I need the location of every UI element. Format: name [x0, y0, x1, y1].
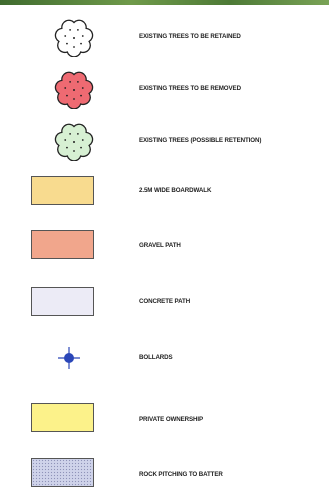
tree-canopy-dot: [77, 133, 79, 135]
tree-canopy-dot: [80, 43, 82, 45]
legend-label-trees-retained: EXISTING TREES TO BE RETAINED: [139, 33, 241, 40]
tree-canopy-dot: [82, 139, 84, 141]
legend-row-bollards: [0, 344, 329, 372]
tree-canopy-dot: [73, 46, 75, 48]
tree-canopy-dot: [80, 147, 82, 149]
legend-row-trees-retained: [0, 18, 329, 58]
legend-row-trees-possible-retention: [0, 122, 329, 162]
tree-canopy-dot: [69, 133, 71, 135]
tree-canopy-dot: [66, 147, 68, 149]
gravel-path-swatch: [31, 230, 94, 259]
legend-label-trees-removed: EXISTING TREES TO BE REMOVED: [139, 85, 241, 92]
tree-retained-icon: [53, 19, 95, 57]
tree-trunk-dot: [73, 141, 75, 143]
tree-canopy-dot: [64, 87, 66, 89]
bollard-icon: [57, 346, 81, 370]
concrete-path-swatch: [31, 287, 94, 316]
tree-canopy-dot: [69, 29, 71, 31]
tree-possible-retention-icon: [53, 123, 95, 161]
boardwalk-swatch: [31, 176, 94, 205]
tree-trunk-dot: [73, 89, 75, 91]
tree-canopy-dot: [80, 95, 82, 97]
tree-canopy-dot: [82, 35, 84, 37]
legend-row-boardwalk: [0, 174, 329, 210]
tree-canopy-dot: [64, 139, 66, 141]
legend-label-rock-pitching: ROCK PITCHING TO BATTER: [139, 471, 223, 478]
tree-removed-icon: [53, 71, 95, 109]
legend-label-gravel-path: GRAVEL PATH: [139, 242, 181, 249]
private-ownership-swatch: [31, 403, 94, 432]
legend-row-gravel-path: [0, 228, 329, 264]
tree-canopy-dot: [66, 43, 68, 45]
tree-canopy-dot: [73, 150, 75, 152]
tree-canopy-dot: [66, 95, 68, 97]
tree-canopy-dot: [73, 98, 75, 100]
legend-row-trees-removed: [0, 70, 329, 110]
legend-row-rock-pitching: [0, 456, 329, 490]
bollard-dot: [64, 353, 74, 363]
legend-label-bollards: BOLLARDS: [139, 354, 173, 361]
legend-label-private-ownership: PRIVATE OWNERSHIP: [139, 416, 204, 423]
legend-label-trees-possible-retention: EXISTING TREES (POSSIBLE RETENTION): [139, 137, 262, 144]
legend-row-private-ownership: [0, 401, 329, 437]
tree-canopy-dot: [64, 35, 66, 37]
tree-canopy-dot: [77, 29, 79, 31]
legend-label-concrete-path: CONCRETE PATH: [139, 298, 191, 305]
rock-pitching-swatch: [31, 458, 94, 487]
tree-canopy-dot: [69, 81, 71, 83]
legend-label-boardwalk: 2.5M WIDE BOARDWALK: [139, 187, 212, 194]
legend-row-concrete-path: [0, 285, 329, 321]
tree-canopy-dot: [77, 81, 79, 83]
tree-trunk-dot: [73, 37, 75, 39]
tree-canopy-dot: [82, 87, 84, 89]
